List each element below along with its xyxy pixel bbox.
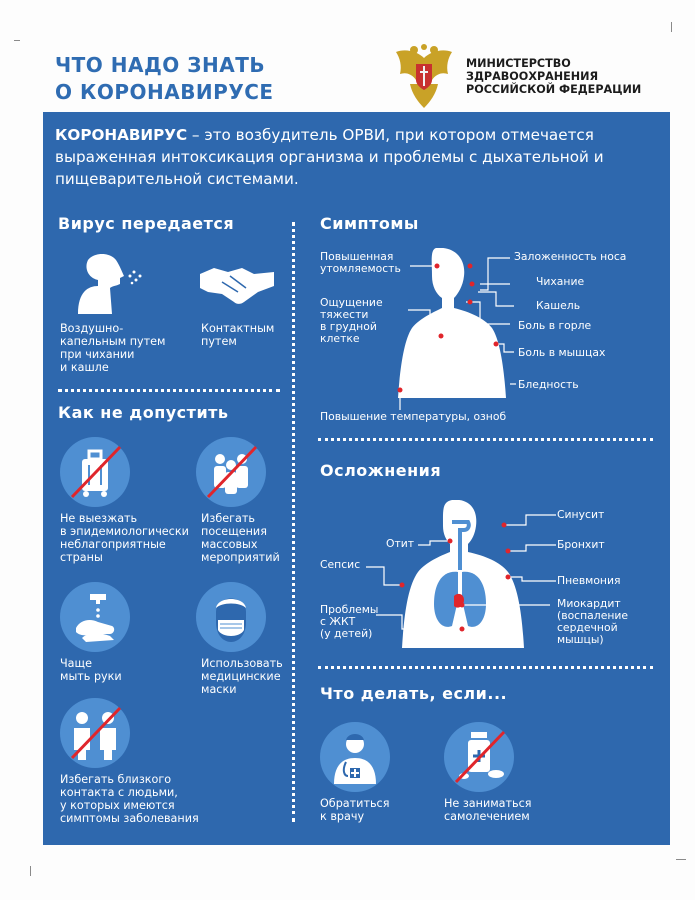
ministry-line-2: ЗДРАВООХРАНЕНИЯ [466,70,599,83]
doctor-icon [320,722,390,792]
complication-otitis: Отит [386,537,415,550]
no-crowds-line: мероприятий [201,551,280,564]
myocarditis-line: (воспаление [557,609,629,622]
doctor-line: к врачу [320,810,365,823]
no-self-medication-icon [444,722,514,792]
airborne-line: и кашле [60,361,109,374]
chest-line: тяжести [320,308,369,321]
airborne-label [60,322,165,374]
no-crowds-line: Избегать [201,512,255,525]
symptom-pale: Бледность [518,378,579,391]
myocarditis-line: Миокардит [557,597,621,610]
sneezing-person-icon [70,252,145,314]
ministry-name [466,57,641,96]
wash-line: мыть руки [60,670,122,683]
symptom-fatigue [320,251,401,275]
page-title [55,52,274,106]
contact-line: Контактным [201,322,275,335]
face-mask-icon [196,582,266,652]
fatigue-line: Повышенная [320,250,394,263]
chest-line: клетке [320,332,360,345]
section-title-prevention: Как не допустить [58,403,229,422]
symptom-chest [320,297,383,345]
distance-line: Избегать близкого [60,773,172,786]
ministry-line-1: МИНИСТЕРСТВО [466,57,571,70]
fatigue-line: утомляемость [320,262,401,275]
no-crowds-line: посещения [201,525,267,538]
wash-line: Чаще [60,657,92,670]
no-travel-line: в эпидемиологически [60,525,189,538]
complication-sinusitis: Синусит [557,508,605,521]
no-crowds-label [201,512,280,564]
complication-sepsis: Сепсис [320,558,361,571]
symptom-nose: Заложенность носа [514,250,627,263]
airborne-line: Воздушно- [60,322,124,335]
self-medication-label [444,797,532,823]
vertical-divider [292,222,295,822]
masks-label [201,657,283,696]
self-med-line: самолечением [444,810,530,823]
masks-line: медицинские [201,670,281,683]
no-travel-line: Не выезжать [60,512,138,525]
ministry-line-3: РОССИЙСКОЙ ФЕДЕРАЦИИ [466,83,642,96]
masks-line: маски [201,683,237,696]
distance-line: симптомы заболевания [60,812,199,825]
complication-myocarditis [557,598,628,646]
title-line-2: О КОРОНАВИРУСЕ [55,80,274,104]
section-title-what-to-do: Что делать, если... [320,684,508,703]
russian-emblem-icon [392,44,456,112]
divider-left-1 [58,389,280,392]
contact-line: путем [201,335,237,348]
symptom-cough: Кашель [536,299,581,312]
no-travel-icon [60,437,130,507]
gi-line: Проблемы [320,603,379,616]
symptom-throat: Боль в горле [518,319,592,332]
handshake-icon [198,262,276,306]
no-travel-line: страны [60,551,103,564]
complication-bronchitis: Бронхит [557,538,605,551]
distance-line: контакта с людьми, [60,786,178,799]
myocarditis-line: мышцы) [557,633,604,646]
no-travel-label [60,512,189,564]
doctor-label [320,797,389,823]
hand-washing-icon [60,582,130,652]
wash-label [60,657,122,683]
symptom-fever: Повышение температуры, озноб [320,410,507,423]
no-travel-line: неблагоприятные [60,538,166,551]
symptom-sneeze: Чихание [536,275,585,288]
section-title-complications: Осложнения [320,461,442,480]
distance-icon [60,698,130,768]
intro-bold: КОРОНАВИРУС [55,126,188,144]
complication-pneumonia: Пневмония [557,574,621,587]
complication-gi [320,604,378,640]
no-crowds-line: массовых [201,538,258,551]
divider-right-1 [318,438,653,441]
section-title-transmission: Вирус передается [58,214,235,233]
contact-label [201,322,274,348]
intro-body: – это возбудитель ОРВИ, при котором отмечается выраженная интоксикация организма и проблемы с дыхательной и пищеварительной системами. [55,126,604,188]
symptom-muscle: Боль в мышцах [518,346,606,359]
no-crowds-icon [196,437,266,507]
gi-line: с ЖКТ [320,615,356,628]
self-med-line: Не заниматься [444,797,532,810]
airborne-line: капельным путем [60,335,166,348]
title-line-1: ЧТО НАДО ЗНАТЬ [55,53,266,77]
distance-label [60,773,199,825]
doctor-line: Обратиться [320,797,390,810]
divider-right-2 [318,666,653,669]
intro-text [55,124,655,190]
gi-line: (у детей) [320,627,373,640]
airborne-line: при чихании [60,348,135,361]
distance-line: у которых имеются [60,799,175,812]
masks-line: Использовать [201,657,283,670]
myocarditis-line: сердечной [557,621,618,634]
chest-line: в грудной [320,320,377,333]
chest-line: Ощущение [320,296,383,309]
section-title-symptoms: Симптомы [320,214,419,233]
